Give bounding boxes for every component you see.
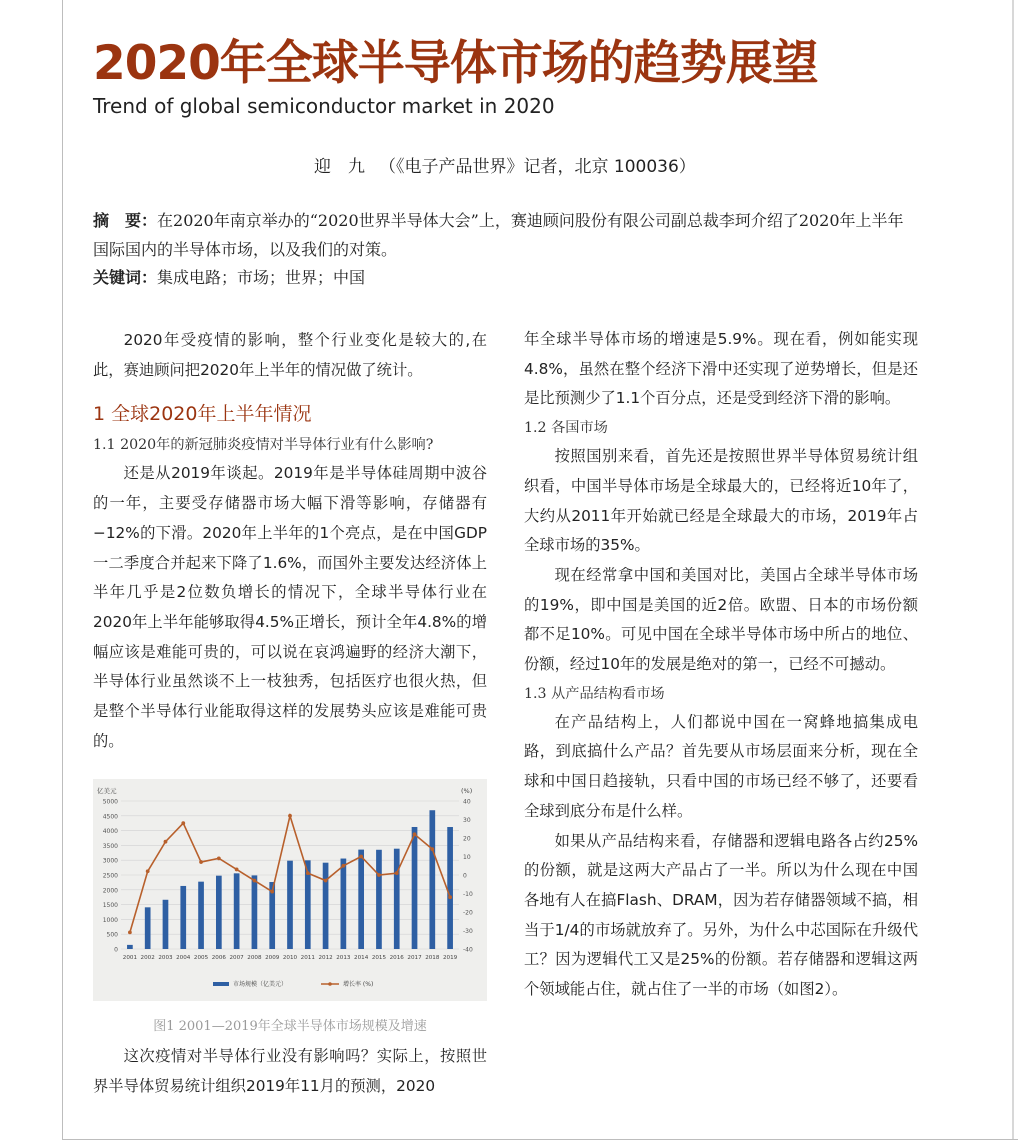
- bar: [358, 850, 364, 949]
- body-paragraph: 在产品结构上，人们都说中国在一窝蜂地搞集成电路，到底搞什么产品？首先要从市场层面来分析，现在全球和中国日趋接轨，只看中国的市场已经不够了，还要看全球到底分布是什么样。: [524, 712, 918, 820]
- left-axis-tick-label: 3500: [102, 842, 118, 850]
- keywords-label: 关键词：: [93, 268, 158, 287]
- right-axis-tick-label: -20: [463, 909, 473, 917]
- author-affiliation: （《电子产品世界》记者，北京 100036）: [379, 157, 696, 177]
- right-axis-tick-label: -40: [463, 946, 473, 954]
- article-title: 2020年全球半导体市场的趋势展望: [93, 36, 818, 91]
- left-axis-tick-label: 5000: [102, 798, 118, 806]
- right-axis-tick-label: 10: [463, 854, 471, 861]
- body-paragraph: 现在经常拿中国和美国对比，美国占全球半导体市场的19%，即中国是美国的近2倍。欧盟、日本的市场份额都不足10%。可见中国在全球半导体市场中所占的地位、份额，经过10年的发展是绝对的第一，已经不可撼动。: [524, 565, 918, 674]
- x-axis-tick-label: 2003: [158, 955, 173, 961]
- right-axis-tick-label: 40: [463, 798, 471, 806]
- page-frame-bottom: [62, 1139, 1018, 1140]
- growth-rate-point: [324, 879, 328, 883]
- left-axis-tick-label: 500: [106, 931, 118, 939]
- keywords: [93, 263, 365, 292]
- x-axis-tick-label: 2018: [425, 955, 440, 961]
- bar: [394, 849, 400, 949]
- growth-rate-point: [128, 930, 132, 934]
- x-axis-tick-label: 2012: [318, 955, 333, 961]
- bar: [234, 873, 240, 949]
- bar: [163, 900, 169, 949]
- bar: [323, 863, 329, 949]
- legend-swatch-bar: [213, 982, 229, 986]
- growth-rate-point: [199, 860, 203, 864]
- x-axis-tick-label: 2002: [140, 955, 155, 961]
- x-axis-tick-label: 2006: [211, 955, 226, 961]
- growth-rate-point: [235, 868, 239, 872]
- body-paragraph: 年全球半导体市场的增速是5.9%。现在看，例如能实现4.8%，虽然在整个经济下滑中还实现了逆势增长，但是还是比预测少了1.1个百分点，还是受到经济下滑的影响。: [524, 330, 918, 408]
- abstract: [93, 206, 919, 264]
- right-axis-tick-label: 30: [463, 817, 471, 824]
- bar: [198, 882, 204, 949]
- right-axis-tick-label: 0: [463, 872, 467, 880]
- x-axis-tick-label: 2008: [247, 955, 262, 961]
- x-axis-tick-label: 2016: [389, 955, 404, 961]
- left-column-continued: [93, 1042, 487, 1101]
- bar: [145, 907, 151, 949]
- bar: [216, 876, 222, 949]
- bar: [287, 861, 293, 949]
- section-heading-1: 1 全球2020年上半年情况: [93, 403, 312, 426]
- left-axis-tick-label: 2500: [102, 872, 118, 880]
- left-axis-tick-label: 1000: [102, 916, 118, 924]
- page-frame-left: [62, 0, 63, 1140]
- body-paragraph: 还是从2019年谈起。2019年是半导体硅周期中波谷的一年，主要受存储器市场大幅下滑等影响，存储器有−12%的下滑。2020年上半年的1个亮点，是在中国GDP一二季度合并起来下降了1.6%，而国外主要发达经济体上半年几乎是2位数负增长的情况下，全球半导体行业在2020年上半年能够取得4.5%正增长，预计全年4.8%的增幅应该是难能可贵的，可以说在哀鸿遍野的经济大潮下，半导体行业虽然谈不上一枝独秀，包括医疗也很火热，但是整个半导体行业能取得这样的发展势头应该是难能可贵的。: [93, 464, 487, 750]
- growth-rate-point: [395, 871, 399, 875]
- growth-rate-point: [164, 840, 168, 844]
- growth-rate-point: [306, 871, 310, 875]
- right-axis-tick-label: -30: [463, 928, 473, 935]
- right-axis-tick-label: -10: [463, 891, 473, 898]
- body-paragraph: 按照国别来看，首先还是按照世界半导体贸易统计组织看，中国半导体市场是全球最大的，已经将近10年了，大约从2011年开始就已经是全球最大的市场，2019年占全球市场的35%。: [524, 447, 918, 555]
- left-axis-tick-label: 2000: [102, 887, 118, 895]
- x-axis-tick-label: 2011: [300, 955, 315, 961]
- growth-rate-point: [270, 890, 274, 894]
- subsection-heading-1-1: 1.1 2020年的新冠肺炎疫情对半导体行业有什么影响?: [93, 437, 434, 454]
- left-axis-tick-label: 4500: [102, 813, 118, 821]
- x-axis-tick-label: 2013: [336, 955, 351, 961]
- bar: [341, 859, 347, 949]
- legend-label-bar: 市场规模（亿美元）: [233, 981, 288, 988]
- growth-rate-point: [181, 821, 185, 825]
- x-axis-tick-label: 2007: [229, 955, 244, 961]
- growth-rate-point: [217, 856, 221, 860]
- left-axis-tick-label: 4000: [102, 828, 118, 836]
- growth-rate-point: [359, 855, 363, 859]
- bar: [127, 945, 133, 949]
- article-title-english: Trend of global semiconductor market in 2020: [93, 94, 555, 118]
- bar: [447, 827, 453, 949]
- right-column: [524, 325, 918, 1005]
- left-axis-tick-label: 0: [114, 946, 118, 954]
- growth-rate-point: [288, 814, 292, 818]
- keywords-text: 集成电路；市场；世界；中国: [157, 268, 366, 287]
- market-size-growth-chart: [93, 779, 487, 1001]
- figure-1-chart: [93, 779, 487, 1001]
- byline: [314, 152, 696, 177]
- growth-rate-point: [146, 869, 150, 873]
- x-axis-tick-label: 2001: [122, 955, 138, 961]
- left-column: [93, 326, 487, 756]
- body-paragraph: 如果从产品结构来看，存储器和逻辑电路各占约25%的份额，就是这两大产品占了一半。所以为什么现在中国各地有人在搞Flash、DRAM，因为若存储器领域不搞，相当于1/4的市场就放弃了。另外，为什么中芯国际在升级代工？因为逻辑代工又是25%的份额。若存储器和逻辑这两个领域能占住，就占住了一半的市场（如图2）。: [524, 831, 918, 999]
- body-paragraph: 这次疫情对半导体行业没有影响吗？实际上，按照世界半导体贸易统计组织2019年11月的预测，2020: [93, 1047, 487, 1095]
- abstract-label: 摘 要：: [93, 211, 158, 230]
- abstract-text: 在2020年南京举办的“2020世界半导体大会”上，赛迪顾问股份有限公司副总裁李珂介绍了2020年上半年国际国内的半导体市场，以及我们的对策。: [93, 211, 904, 259]
- legend-marker-line: [328, 982, 332, 986]
- growth-rate-point: [377, 873, 381, 877]
- x-axis-tick-label: 2004: [176, 955, 191, 961]
- left-axis-tick-label: 1500: [102, 902, 118, 910]
- bar: [429, 810, 435, 949]
- bar: [412, 827, 418, 949]
- x-axis-tick-label: 2005: [193, 955, 209, 961]
- bar: [376, 850, 382, 949]
- growth-rate-point: [430, 847, 434, 851]
- x-axis-tick-label: 2010: [282, 955, 298, 961]
- x-axis-tick-label: 2014: [354, 955, 369, 961]
- intro-paragraph: 2020年受疫情的影响，整个行业变化是较大的,在此，赛迪顾问把2020年上半年的情况做了统计。: [93, 331, 487, 379]
- subsection-heading-1-3: 1.3 从产品结构看市场: [524, 685, 665, 702]
- growth-rate-point: [341, 864, 345, 868]
- bar: [180, 886, 186, 949]
- legend-label-line: 增长率 (%): [343, 981, 374, 988]
- page-frame-right: [1012, 0, 1014, 1140]
- right-axis-tick-label: 20: [463, 835, 471, 843]
- x-axis-tick-label: 2015: [371, 955, 387, 961]
- x-axis-tick-label: 2009: [265, 955, 280, 961]
- bar: [252, 875, 258, 949]
- author-name: 迎 九: [314, 157, 365, 177]
- subsection-heading-1-2: 1.2 各国市场: [524, 420, 608, 437]
- x-axis-tick-label: 2017: [407, 955, 422, 961]
- figure-1-caption: 图1 2001—2019年全球半导体市场规模及增速: [153, 1019, 427, 1034]
- growth-rate-point: [448, 895, 452, 899]
- growth-rate-point: [253, 879, 257, 883]
- x-axis-tick-label: 2019: [442, 955, 458, 961]
- growth-rate-point: [413, 832, 417, 836]
- right-axis-label: (%): [461, 787, 473, 795]
- left-axis-label: 亿美元: [97, 787, 117, 795]
- left-axis-tick-label: 3000: [102, 857, 118, 865]
